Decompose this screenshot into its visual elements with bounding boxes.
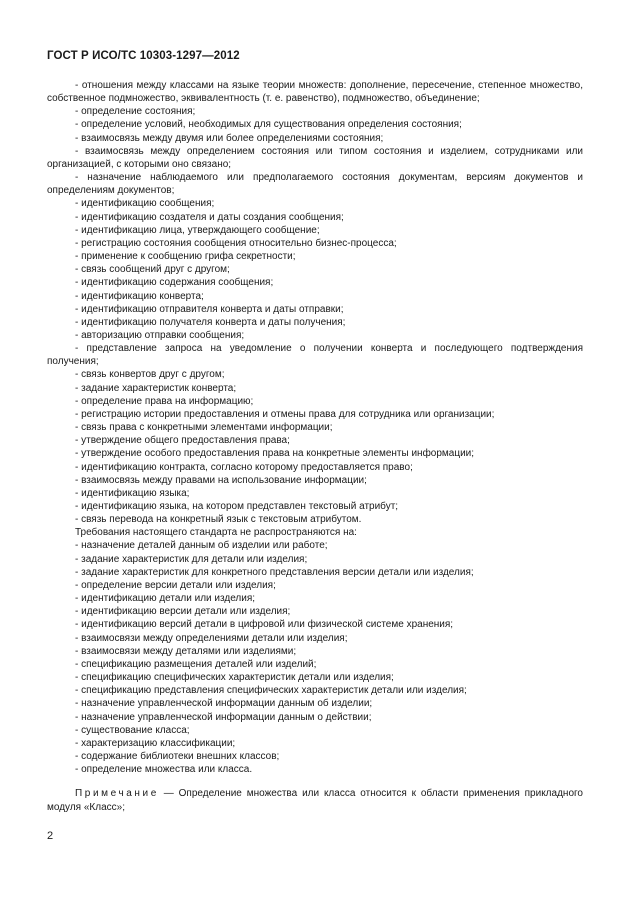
list-item: - связь конвертов друг с другом; bbox=[75, 369, 225, 381]
list-item: Требования настоящего стандарта не распространяются на: bbox=[75, 527, 357, 539]
list-item: - определение версии детали или изделия; bbox=[75, 579, 276, 591]
list-item: - связь перевода на конкретный язык с текстовым атрибутом. bbox=[75, 514, 362, 526]
note-label: Примечание bbox=[75, 788, 159, 800]
list-item: - существование класса; bbox=[75, 724, 190, 736]
list-item: - связь права с конкретными элементами информации; bbox=[75, 422, 333, 434]
list-item: - взаимосвязи между определениями детали или изделия; bbox=[75, 632, 348, 644]
list-item: - взаимосвязь между двумя или более определениями состояния; bbox=[75, 132, 384, 144]
list-item: - идентификацию контракта, согласно которому предоставляется право; bbox=[75, 461, 413, 473]
scope-list bbox=[47, 79, 583, 776]
list-item: - идентификацию отправителя конверта и даты отправки; bbox=[75, 303, 344, 315]
list-item: - идентификацию лица, утверждающего сообщение; bbox=[75, 224, 320, 236]
list-item: - идентификацию получателя конверта и даты получения; bbox=[75, 316, 346, 328]
list-item: - идентификацию создателя и даты создания сообщения; bbox=[75, 211, 344, 223]
list-item: - утверждение особого предоставления права на конкретные элементы информации; bbox=[75, 448, 475, 460]
list-item: - идентификацию сообщения; bbox=[75, 198, 215, 210]
list-item: - определение права на информацию; bbox=[75, 395, 254, 407]
list-item: - связь сообщений друг с другом; bbox=[75, 264, 230, 276]
note-text: — Определение множества или класса относится к области применения прикладного модуля «Класс»; bbox=[47, 788, 583, 813]
list-item: - отношения между классами на языке теории множеств: дополнение, пересечение, степенное множество, собственное подмножество, эквивалентность (т. е. равенство), подмножество, объединение; bbox=[47, 80, 583, 105]
list-item: - характеризацию классификации; bbox=[75, 737, 236, 749]
list-item: - назначение деталей данным об изделии или работе; bbox=[75, 540, 328, 552]
list-item: - идентификацию версии детали или изделия; bbox=[75, 606, 291, 618]
list-item: - взаимосвязь между определением состояния или типом состояния и изделием, сотрудниками или организацией, с которыми оно связано; bbox=[47, 145, 583, 170]
note bbox=[47, 787, 583, 814]
list-item: - определение множества или класса. bbox=[75, 764, 253, 776]
list-item: - спецификацию размещения деталей или изделий; bbox=[75, 658, 317, 670]
page-number: 2 bbox=[47, 830, 54, 842]
list-item: - идентификацию версий детали в цифровой или физической системе хранения; bbox=[75, 619, 454, 631]
list-item: - определение условий, необходимых для существования определения состояния; bbox=[75, 119, 462, 131]
list-item: - определение состояния; bbox=[75, 106, 196, 118]
list-item: - взаимосвязь между правами на использование информации; bbox=[75, 474, 367, 486]
list-item: - назначение управленческой информации данным об изделии; bbox=[75, 698, 373, 710]
list-item: - задание характеристик для детали или изделия; bbox=[75, 553, 308, 565]
list-item: - назначение наблюдаемого или предполагаемого состояния документам, версиям документов и определениям документов; bbox=[47, 172, 583, 197]
list-item: - применение к сообщению грифа секретности; bbox=[75, 251, 296, 263]
list-item: - утверждение общего предоставления права; bbox=[75, 435, 290, 447]
page-header: ГОСТ Р ИСО/ТС 10303-1297—2012 bbox=[47, 50, 240, 62]
list-item: - спецификацию представления специфических характеристик детали или изделия; bbox=[75, 685, 467, 697]
list-item: - идентификацию языка; bbox=[75, 487, 190, 499]
list-item: - регистрацию состояния сообщения относительно бизнес-процесса; bbox=[75, 237, 397, 249]
list-item: - идентификацию языка, на котором представлен текстовый атрибут; bbox=[75, 501, 399, 512]
list-item: - взаимосвязи между деталями или изделиями; bbox=[75, 645, 297, 657]
body-text bbox=[47, 79, 583, 814]
list-item: - назначение управленческой информации данным о действии; bbox=[75, 711, 372, 723]
list-item: - задание характеристик для конкретного представления версии детали или изделия; bbox=[75, 566, 474, 578]
list-item: - идентификацию содержания сообщения; bbox=[75, 277, 274, 289]
list-item: - регистрацию истории предоставления и отмены права для сотрудника или организации; bbox=[75, 408, 495, 420]
list-item: - спецификацию специфических характеристик детали или изделия; bbox=[75, 672, 394, 684]
list-item: - авторизацию отправки сообщения; bbox=[75, 329, 245, 341]
list-item: - представление запроса на уведомление о получении конверта и последующего подтверждения получения; bbox=[47, 343, 583, 368]
list-item: - идентификацию конверта; bbox=[75, 290, 204, 302]
list-item: - содержание библиотеки внешних классов; bbox=[75, 750, 280, 762]
list-item: - задание характеристик конверта; bbox=[75, 382, 237, 394]
list-item: - идентификацию детали или изделия; bbox=[75, 593, 256, 605]
